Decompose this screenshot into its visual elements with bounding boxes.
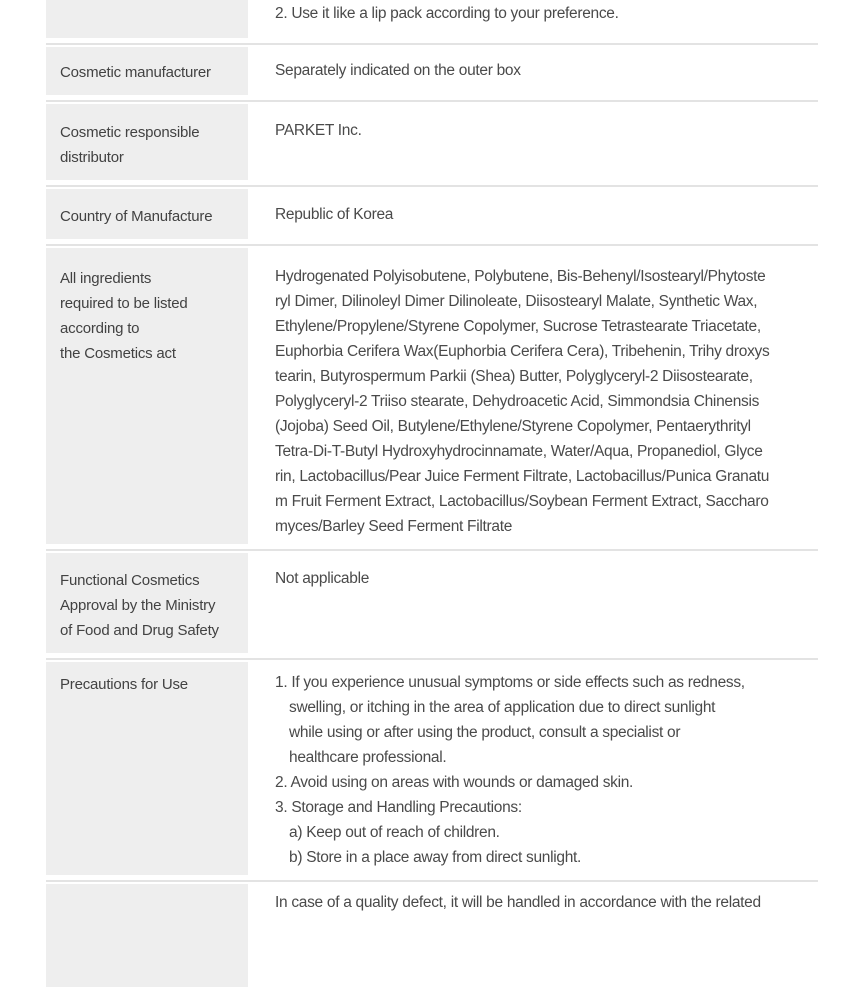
value-line: Republic of Korea bbox=[275, 206, 394, 223]
value-line: rin, Lactobacillus/Pear Juice Ferment Filtrate, Lactobacillus/Punica Granatu bbox=[275, 468, 770, 485]
table-row-country-of-manufacture bbox=[46, 187, 818, 246]
value-line: 2. Avoid using on areas with wounds or damaged skin. bbox=[275, 774, 634, 791]
row-label-functional-approval bbox=[46, 551, 248, 658]
row-value-responsible-distributor bbox=[248, 102, 818, 185]
row-value-next-partial bbox=[248, 882, 818, 992]
value-line: In case of a quality defect, it will be handled in accordance with the related bbox=[275, 894, 761, 911]
label-line: of Food and Drug Safety bbox=[60, 622, 219, 639]
label-line: Country of Manufacture bbox=[60, 208, 213, 225]
row-value-cosmetic-manufacturer bbox=[248, 45, 818, 100]
row-label-cosmetic-manufacturer bbox=[46, 45, 248, 100]
row-label-how-to-use bbox=[46, 0, 248, 43]
value-line: 1. If you experience unusual symptoms or side effects such as redness, bbox=[275, 674, 745, 691]
row-value-functional-approval bbox=[248, 551, 818, 658]
label-line: Precautions for Use bbox=[60, 676, 188, 693]
value-line: healthcare professional. bbox=[289, 749, 447, 766]
table-row-responsible-distributor bbox=[46, 102, 818, 187]
table-row-cosmetic-manufacturer bbox=[46, 45, 818, 102]
table-row-all-ingredients bbox=[46, 246, 818, 551]
row-value-how-to-use bbox=[248, 0, 818, 43]
row-value-all-ingredients bbox=[248, 246, 818, 549]
value-line: (Jojoba) Seed Oil, Butylene/Ethylene/Styrene Copolymer, Pentaerythrityl bbox=[275, 418, 751, 435]
value-line: 2. Use it like a lip pack according to your preference. bbox=[275, 5, 619, 22]
label-line: according to bbox=[60, 320, 140, 337]
value-line: tearin, Butyrospermum Parkii (Shea) Butter, Polyglyceryl-2 Diisostearate, bbox=[275, 368, 753, 385]
value-line: ryl Dimer, Dilinoleyl Dimer Dilinoleate, Diisostearyl Malate, Synthetic Wax, bbox=[275, 293, 758, 310]
table-row-how-to-use bbox=[46, 0, 818, 45]
row-label-responsible-distributor bbox=[46, 102, 248, 185]
value-line: Separately indicated on the outer box bbox=[275, 62, 521, 79]
value-line: while using or after using the product, consult a specialist or bbox=[289, 724, 681, 741]
label-line: Approval by the Ministry bbox=[60, 597, 216, 614]
table-row-functional-approval bbox=[46, 551, 818, 660]
value-line: Ethylene/Propylene/Styrene Copolymer, Sucrose Tetrastearate Triacetate, bbox=[275, 318, 761, 335]
value-line: Hydrogenated Polyisobutene, Polybutene, Bis-Behenyl/Isostearyl/Phytoste bbox=[275, 268, 766, 285]
value-line: b) Store in a place away from direct sunlight. bbox=[289, 849, 582, 866]
label-line: Cosmetic manufacturer bbox=[60, 64, 211, 81]
row-label-next-partial bbox=[46, 882, 248, 992]
value-line: Euphorbia Cerifera Wax(Euphorbia Cerifera Cera), Tribehenin, Trihy droxys bbox=[275, 343, 770, 360]
value-line: 3. Storage and Handling Precautions: bbox=[275, 799, 522, 816]
label-line: Cosmetic responsible bbox=[60, 124, 200, 141]
label-line: required to be listed bbox=[60, 295, 188, 312]
row-value-country-of-manufacture bbox=[248, 187, 818, 244]
value-line: a) Keep out of reach of children. bbox=[289, 824, 500, 841]
label-line: All ingredients bbox=[60, 270, 152, 287]
row-label-country-of-manufacture bbox=[46, 187, 248, 244]
value-line: PARKET Inc. bbox=[275, 122, 362, 139]
value-line: swelling, or itching in the area of application due to direct sunlight bbox=[289, 699, 716, 716]
value-line: Not applicable bbox=[275, 570, 370, 587]
value-line: Polyglyceryl-2 Triiso stearate, Dehydroacetic Acid, Simmondsia Chinensis bbox=[275, 393, 760, 410]
table-row-next-partial bbox=[46, 882, 818, 992]
row-label-precautions bbox=[46, 660, 248, 880]
label-line: Functional Cosmetics bbox=[60, 572, 200, 589]
value-line: myces/Barley Seed Ferment Filtrate bbox=[275, 518, 513, 535]
product-info-table bbox=[46, 0, 818, 992]
label-line: distributor bbox=[60, 149, 124, 166]
value-line: m Fruit Ferment Extract, Lactobacillus/Soybean Ferment Extract, Saccharo bbox=[275, 493, 769, 510]
table-row-precautions bbox=[46, 660, 818, 882]
row-value-precautions bbox=[248, 660, 818, 880]
label-line: the Cosmetics act bbox=[60, 345, 176, 362]
row-label-all-ingredients bbox=[46, 246, 248, 549]
value-line: Tetra-Di-T-Butyl Hydroxyhydrocinnamate, Water/Aqua, Propanediol, Glyce bbox=[275, 443, 763, 460]
